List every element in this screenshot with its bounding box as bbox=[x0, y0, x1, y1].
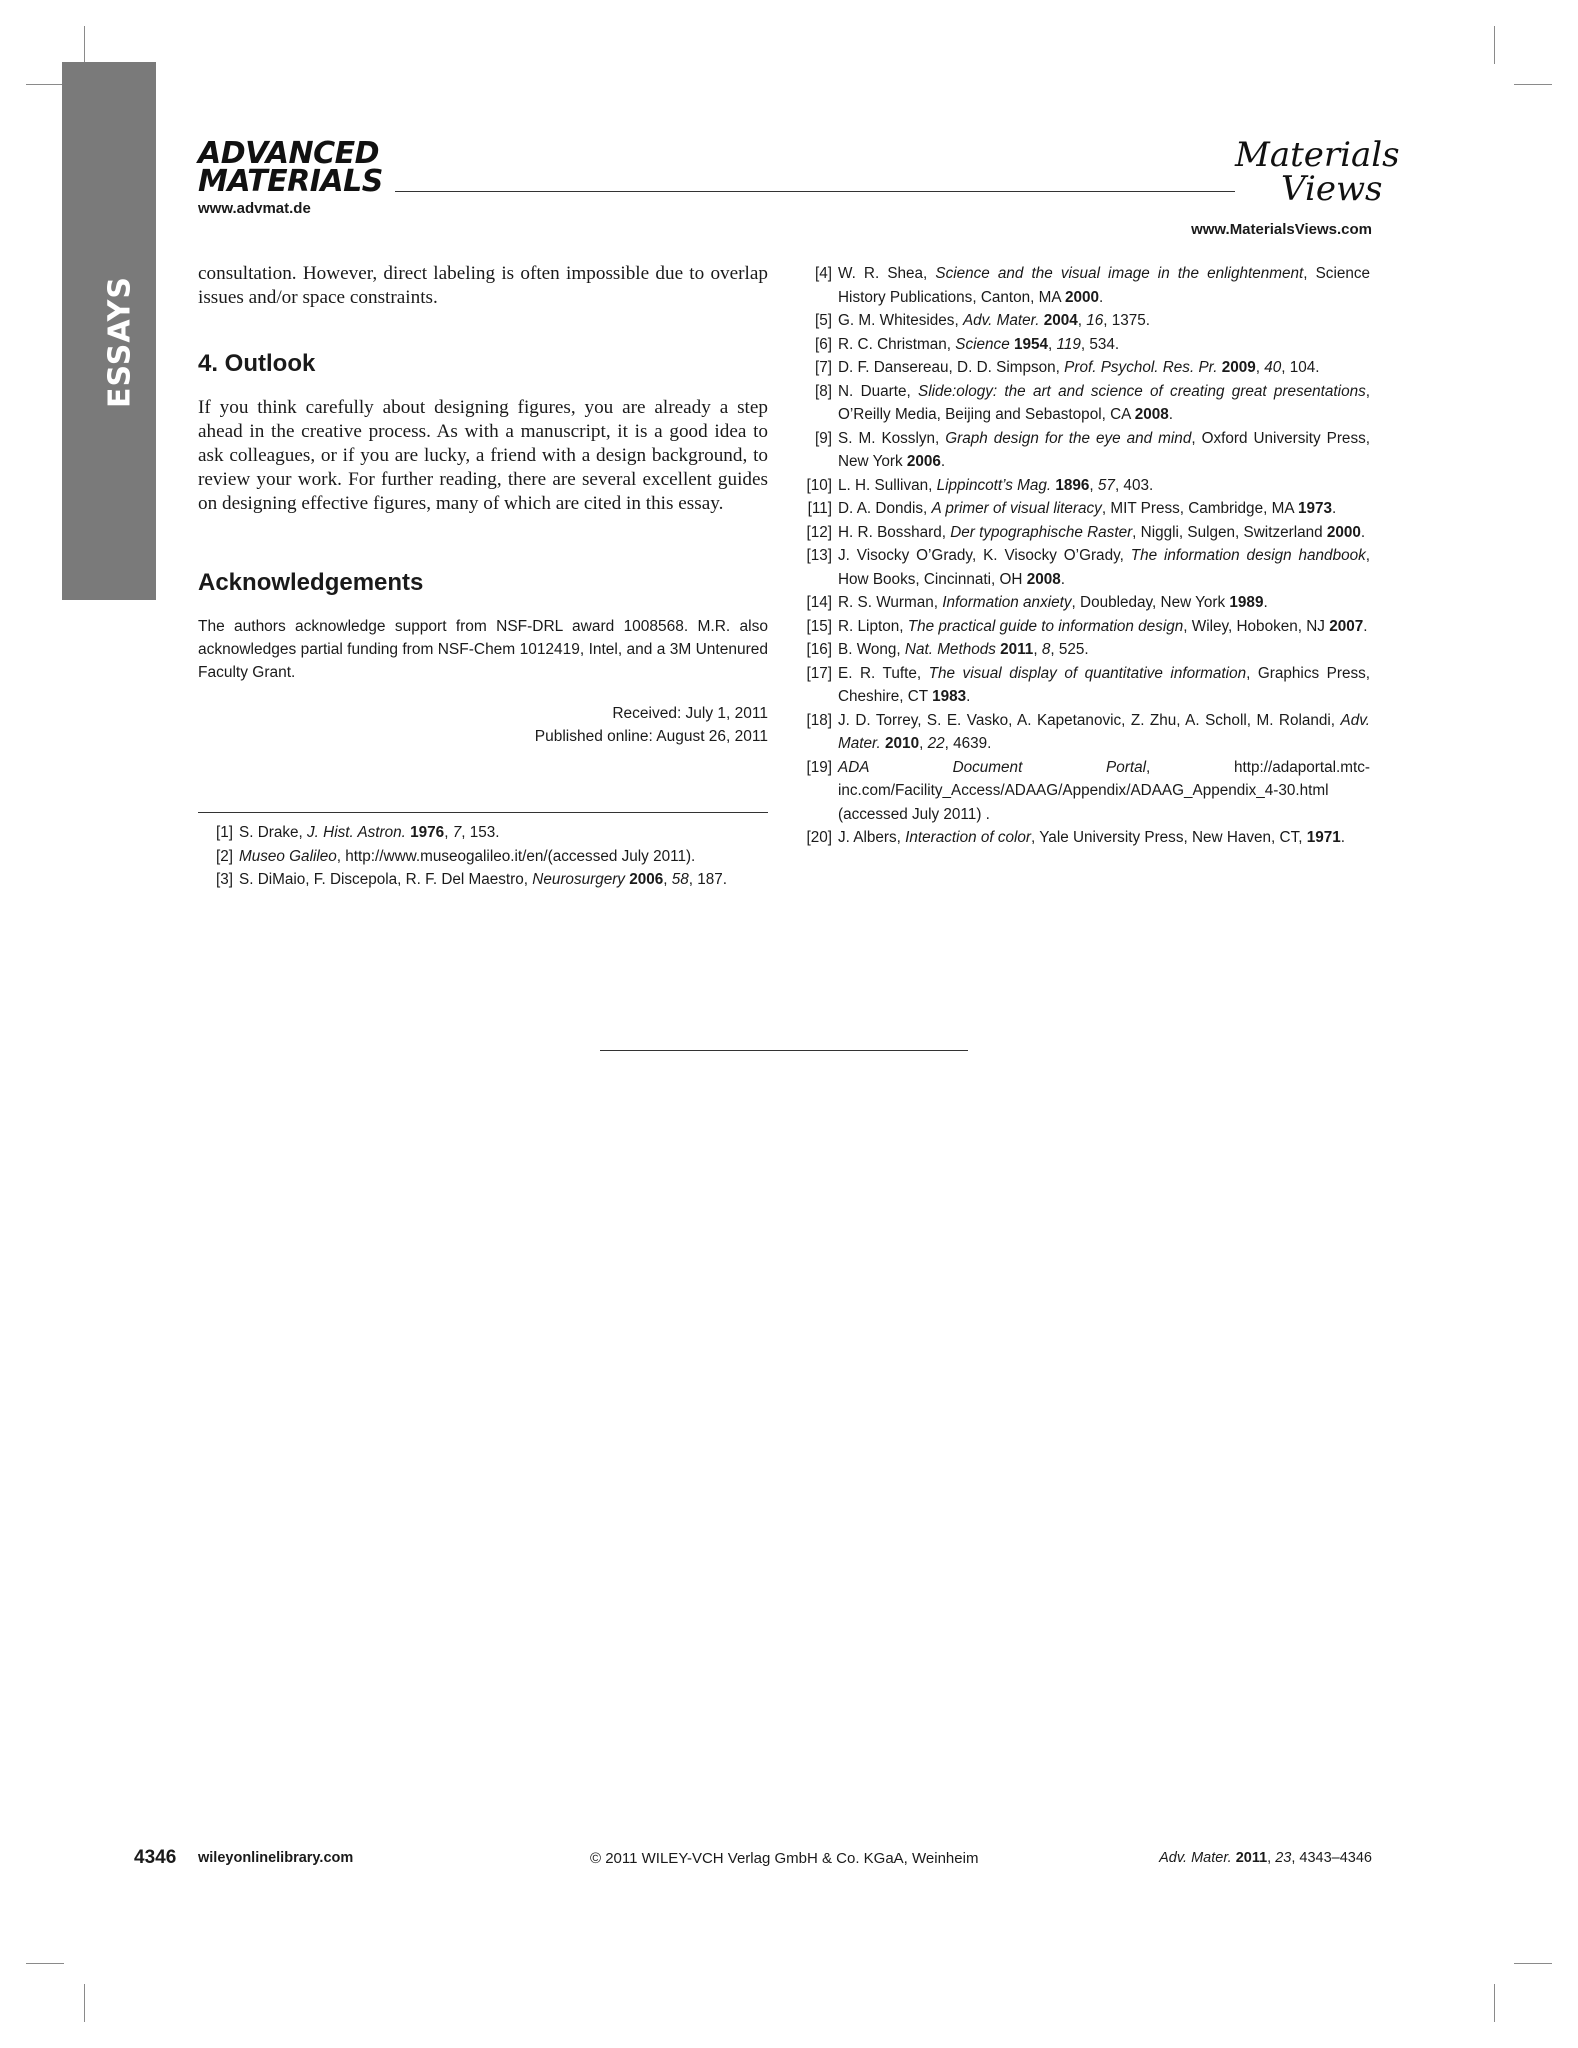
reference-text: 119 bbox=[1056, 335, 1081, 353]
crop-mark bbox=[1494, 26, 1495, 64]
reference-text: Adv. Mater. bbox=[962, 312, 1040, 329]
reference-text: . bbox=[1060, 570, 1066, 588]
reference-number: [16] bbox=[806, 641, 832, 658]
crop-mark bbox=[1494, 1984, 1495, 2022]
reference-text: . bbox=[1099, 288, 1104, 306]
reference-number: [19] bbox=[806, 758, 832, 776]
reference-text: J. Hist. Astron. bbox=[307, 824, 406, 841]
reference-text: , Science History Publications, Canton, MA bbox=[838, 265, 1371, 306]
reference-text: 2007 bbox=[1329, 617, 1364, 635]
reference-text: 7 bbox=[452, 824, 462, 841]
reference-number: [10] bbox=[806, 476, 832, 494]
reference-text: 57 bbox=[1097, 476, 1115, 494]
reference-number: [1] bbox=[215, 824, 233, 841]
materials-views-logo bbox=[1235, 135, 1400, 209]
reference-text: Graph design for the eye and mind bbox=[945, 429, 1192, 447]
reference-text: 16 bbox=[1086, 312, 1104, 329]
reference-text: 2011 bbox=[1000, 641, 1034, 658]
reference-text: , 1375. bbox=[1103, 312, 1151, 329]
reference-text: 2009 bbox=[1221, 359, 1256, 376]
intro-paragraph: consultation. However, direct labeling is often impossible due to overlap issues and/or space constraints. bbox=[198, 263, 768, 308]
reference-text: 2006 bbox=[629, 871, 664, 888]
reference-text: . bbox=[1340, 829, 1346, 846]
reference-number: [6] bbox=[814, 335, 832, 353]
reference-text: Nat. Methods bbox=[904, 641, 996, 658]
reference-item bbox=[797, 615, 1370, 639]
reference-item bbox=[797, 591, 1370, 615]
reference-text: , bbox=[919, 735, 928, 752]
reference-text: Neurosurgery bbox=[532, 871, 625, 888]
reference-item bbox=[198, 868, 768, 892]
reference-text: N. Duarte, bbox=[838, 382, 919, 400]
crop-mark bbox=[1514, 84, 1552, 85]
reference-text: , 534. bbox=[1080, 335, 1120, 353]
citation-journal: Adv. Mater. bbox=[1159, 1850, 1232, 1866]
reference-text: . bbox=[1360, 523, 1366, 541]
reference-text: S. Drake, bbox=[239, 824, 308, 841]
references-rule bbox=[198, 812, 768, 813]
reference-text: H. R. Bosshard, bbox=[838, 523, 951, 541]
acknowledgements-heading: Acknowledgements bbox=[198, 569, 424, 596]
reference-number: [4] bbox=[814, 265, 832, 282]
reference-item bbox=[797, 544, 1370, 591]
logo-line: ADVANCED bbox=[198, 136, 380, 171]
reference-text: , bbox=[1033, 641, 1042, 658]
reference-number: [2] bbox=[215, 847, 233, 865]
reference-list-right bbox=[797, 262, 1370, 850]
reference-item bbox=[797, 521, 1370, 545]
reference-text: ADA Document Portal bbox=[838, 758, 1146, 776]
reference-item bbox=[797, 662, 1370, 709]
reference-text: 1983 bbox=[932, 688, 967, 705]
reference-text: , http://adaportal.mtc-inc.com/Facility_Access/ADAAG/Appendix/ADAAG_Appendix_4-30.html (accessed July 2011) . bbox=[838, 758, 1370, 823]
reference-number: [15] bbox=[806, 617, 832, 635]
page-footer bbox=[0, 1847, 1578, 1871]
materials-views-url[interactable]: www.MaterialsViews.com bbox=[1191, 221, 1372, 238]
reference-item bbox=[797, 826, 1370, 850]
reference-number: [3] bbox=[215, 871, 233, 888]
reference-text: , 4639. bbox=[944, 735, 992, 752]
reference-text: J. D. Torrey, S. E. Vasko, A. Kapetanovic, Z. Zhu, A. Scholl, M. Rolandi, bbox=[838, 711, 1341, 729]
reference-text: Prof. Psychol. Res. Pr. bbox=[1064, 359, 1218, 376]
reference-text: . bbox=[1363, 617, 1368, 635]
reference-text: , 187. bbox=[688, 871, 728, 888]
published-date: Published online: August 26, 2011 bbox=[534, 728, 768, 745]
page-number: 4346 bbox=[134, 1847, 177, 1868]
crop-mark bbox=[1514, 1963, 1552, 1964]
reference-list-left bbox=[198, 821, 768, 892]
reference-text: R. C. Christman, bbox=[838, 335, 956, 353]
reference-text: Lippincott’s Mag. bbox=[936, 476, 1052, 494]
crop-mark bbox=[84, 1984, 85, 2022]
reference-item bbox=[797, 262, 1370, 309]
citation-year: 2011 bbox=[1235, 1850, 1268, 1866]
reference-text: , Oxford University Press, New York bbox=[838, 429, 1370, 470]
advanced-materials-logo bbox=[198, 136, 383, 199]
reference-number: [12] bbox=[806, 523, 832, 541]
reference-text: S. M. Kosslyn, bbox=[838, 429, 946, 447]
reference-item bbox=[797, 756, 1370, 827]
reference-text: , bbox=[1077, 312, 1087, 329]
reference-text: , Yale University Press, New Haven, CT, bbox=[1031, 829, 1307, 846]
reference-text: 2000 bbox=[1326, 523, 1361, 541]
reference-text: 1973 bbox=[1297, 500, 1332, 517]
reference-text: , bbox=[663, 871, 672, 888]
reference-text: 40 bbox=[1264, 359, 1282, 376]
reference-text: , 104. bbox=[1281, 359, 1320, 376]
left-column bbox=[198, 262, 768, 892]
reference-item bbox=[797, 309, 1370, 333]
reference-text: , bbox=[1089, 476, 1098, 494]
reference-text: 1976 bbox=[410, 824, 445, 841]
reference-text: 2008 bbox=[1026, 570, 1061, 588]
logo-line: Views bbox=[1281, 169, 1383, 209]
received-date: Received: July 1, 2011 bbox=[612, 705, 768, 722]
reference-number: [9] bbox=[814, 429, 832, 447]
reference-item bbox=[797, 356, 1370, 380]
header-rule bbox=[395, 191, 1235, 192]
reference-text: L. H. Sullivan, bbox=[838, 476, 937, 494]
reference-text: S. DiMaio, F. Discepola, R. F. Del Maestro, bbox=[239, 871, 533, 888]
reference-text: Museo Galileo bbox=[239, 847, 337, 865]
reference-text: Information anxiety bbox=[942, 594, 1072, 611]
reference-text: 2008 bbox=[1134, 406, 1169, 423]
reference-text: 1896 bbox=[1055, 476, 1090, 494]
reference-text: 2006 bbox=[906, 453, 941, 470]
reference-number: [14] bbox=[806, 594, 832, 611]
logo-line: MATERIALS bbox=[198, 164, 383, 199]
reference-text: The practical guide to information design bbox=[907, 617, 1184, 635]
reference-item bbox=[198, 821, 768, 845]
reference-text: , bbox=[444, 824, 453, 841]
reference-text: . bbox=[1263, 594, 1268, 611]
reference-text: Interaction of color bbox=[905, 829, 1032, 846]
reference-text: D. A. Dondis, bbox=[838, 500, 932, 517]
reference-text: The visual display of quantitative information bbox=[928, 664, 1247, 682]
logo-line: Materials bbox=[1235, 135, 1400, 175]
reference-item bbox=[797, 427, 1370, 474]
journal-url[interactable]: www.advmat.de bbox=[198, 200, 311, 217]
citation-pages: 4343–4346 bbox=[1299, 1850, 1372, 1866]
reference-text: The information design handbook bbox=[1130, 547, 1366, 564]
reference-text: J. Albers, bbox=[838, 829, 906, 846]
reference-text: 22 bbox=[927, 735, 945, 752]
reference-item bbox=[198, 845, 768, 869]
reference-text: . bbox=[940, 453, 946, 470]
reference-text: , Wiley, Hoboken, NJ bbox=[1183, 617, 1330, 635]
crop-mark bbox=[26, 1963, 64, 1964]
reference-text: B. Wong, bbox=[838, 641, 905, 658]
reference-text: R. Lipton, bbox=[838, 617, 908, 635]
crop-mark bbox=[84, 26, 85, 64]
reference-text: 2010 bbox=[885, 735, 920, 752]
reference-text: . bbox=[1168, 406, 1174, 423]
reference-number: [7] bbox=[814, 359, 832, 376]
footer-site-link[interactable]: wileyonlinelibrary.com bbox=[198, 1850, 354, 1866]
reference-text: 2004 bbox=[1043, 312, 1078, 329]
reference-text: , 525. bbox=[1050, 641, 1089, 658]
reference-text: , O’Reilly Media, Beijing and Sebastopol, CA bbox=[838, 382, 1370, 423]
reference-text: 2000 bbox=[1065, 288, 1100, 306]
reference-text: 1954 bbox=[1013, 335, 1048, 353]
reference-text: 8 bbox=[1041, 641, 1051, 658]
reference-text: J. Visocky O’Grady, K. Visocky O’Grady, bbox=[838, 547, 1131, 564]
citation: Adv. Mater. 2011, 23, 4343–4346 bbox=[1159, 1850, 1372, 1866]
reference-text: Der typographische Raster bbox=[950, 523, 1133, 541]
end-rule bbox=[600, 1050, 968, 1051]
reference-text: G. M. Whitesides, bbox=[838, 312, 963, 329]
reference-text: Adv. Mater. bbox=[838, 711, 1370, 752]
reference-text: , Niggli, Sulgen, Switzerland bbox=[1132, 523, 1327, 541]
acknowledgements-paragraph: The authors acknowledge support from NSF-DRL award 1008568. M.R. also acknowledges partial funding from NSF-Chem 1012419, Intel, and a 3M Untenured Faculty Grant. bbox=[198, 618, 768, 681]
reference-text: , bbox=[1048, 335, 1057, 353]
reference-text: D. F. Dansereau, D. D. Simpson, bbox=[838, 359, 1065, 376]
reference-number: [18] bbox=[806, 711, 832, 729]
reference-text: , http://www.museogalileo.it/en/(accessed July 2011). bbox=[336, 847, 696, 865]
reference-text: . bbox=[966, 688, 971, 705]
crop-mark bbox=[26, 84, 64, 85]
citation-volume: 23 bbox=[1275, 1850, 1292, 1866]
reference-text: , 153. bbox=[461, 824, 500, 841]
reference-text: 1989 bbox=[1229, 594, 1264, 611]
reference-text: , 403. bbox=[1114, 476, 1154, 494]
reference-text: , MIT Press, Cambridge, MA bbox=[1101, 500, 1298, 517]
reference-item bbox=[797, 333, 1370, 357]
copyright: © 2011 WILEY-VCH Verlag GmbH & Co. KGaA, Weinheim bbox=[590, 1850, 979, 1867]
reference-number: [11] bbox=[807, 500, 832, 517]
reference-text: . bbox=[1331, 500, 1337, 517]
reference-text: , bbox=[1255, 359, 1265, 376]
reference-text: A primer of visual literacy bbox=[931, 500, 1102, 517]
reference-item bbox=[797, 709, 1370, 756]
reference-item bbox=[797, 497, 1370, 521]
reference-text: 58 bbox=[671, 871, 689, 888]
reference-number: [5] bbox=[814, 312, 832, 329]
right-column bbox=[797, 262, 1370, 850]
article-dates bbox=[198, 702, 768, 748]
reference-text: Science and the visual image in the enlightenment bbox=[935, 265, 1304, 282]
reference-text: E. R. Tufte, bbox=[838, 664, 929, 682]
reference-number: [17] bbox=[806, 664, 832, 682]
reference-number: [20] bbox=[806, 829, 832, 846]
reference-text: , Graphics Press, Cheshire, CT bbox=[838, 664, 1371, 705]
reference-text: W. R. Shea, bbox=[838, 265, 936, 282]
reference-item bbox=[797, 638, 1370, 662]
reference-text: , Doubleday, New York bbox=[1071, 594, 1230, 611]
section-tab-label: ESSAYS bbox=[102, 275, 138, 409]
reference-text: Science bbox=[955, 335, 1010, 353]
reference-item bbox=[797, 380, 1370, 427]
reference-item bbox=[797, 474, 1370, 498]
reference-text: Slide:ology: the art and science of creating great presentations bbox=[918, 382, 1366, 400]
reference-number: [13] bbox=[806, 547, 832, 564]
reference-text: R. S. Wurman, bbox=[838, 594, 943, 611]
reference-text: 1971 bbox=[1306, 829, 1341, 846]
reference-text: , How Books, Cincinnati, OH bbox=[838, 547, 1370, 588]
outlook-paragraph: If you think carefully about designing figures, you are already a step ahead in the creative process. As with a manuscript, it is a good idea to ask colleagues, or if you are lucky, a friend with a design background, to review your work. For further reading, there are several excellent guides on designing effective figures, many of which are cited in this essay. bbox=[198, 397, 768, 514]
outlook-heading: 4. Outlook bbox=[198, 350, 316, 377]
reference-number: [8] bbox=[814, 382, 832, 400]
